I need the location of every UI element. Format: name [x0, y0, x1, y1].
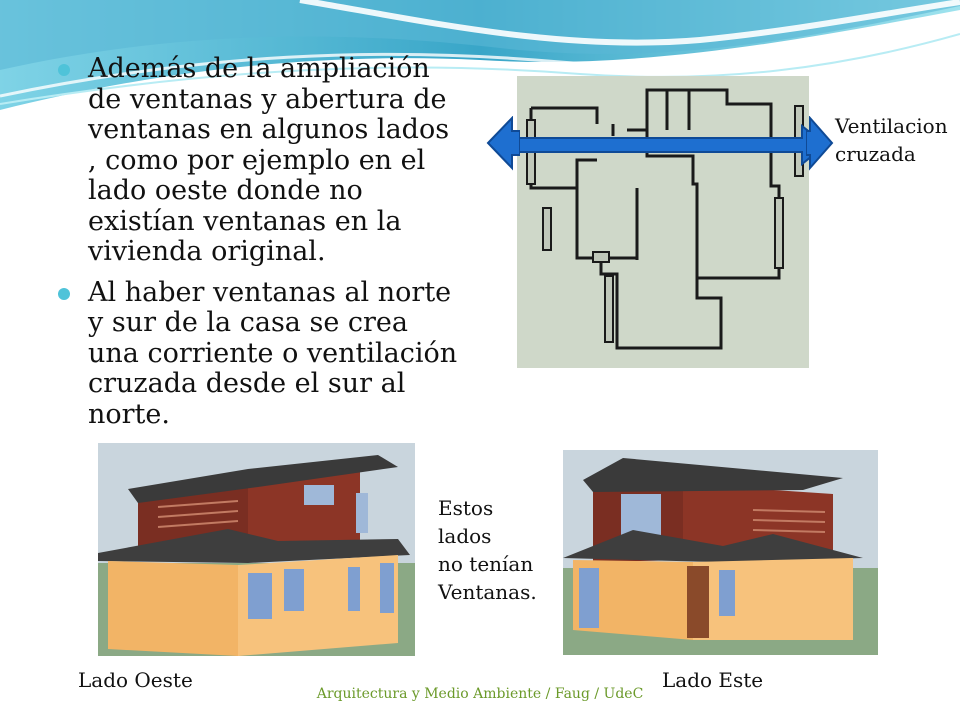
- house-render-west-image: [98, 443, 415, 656]
- bullet-text: Al haber ventanas al norte y sur de la casa se crea una corriente o ventilación cruzada desde el sur al norte.: [88, 276, 458, 430]
- cross-ventilation-label: [835, 112, 948, 168]
- arrow-left-head-icon: [486, 116, 520, 172]
- label-line: Ventilacion: [835, 114, 948, 138]
- caption-east: Lado Este: [662, 668, 764, 692]
- footer-text: Arquitectura y Medio Ambiente / Faug / UdeC: [316, 686, 644, 702]
- note-line: Estos: [438, 496, 494, 520]
- bullet-item: [58, 54, 458, 268]
- bullet-list: [58, 54, 458, 440]
- bullet-text: Además de la ampliación de ventanas y abertura de ventanas en algunos lados , como por ejemplo en el lado oeste donde no existían ventanas en la vivienda original.: [88, 53, 450, 267]
- caption-west: Lado Oeste: [78, 668, 193, 692]
- note-line: Ventanas.: [438, 580, 537, 604]
- house-render-east-image: [563, 450, 878, 655]
- bullet-icon: [58, 288, 70, 300]
- note-line: lados: [438, 524, 492, 548]
- arrow-right-head-icon: [806, 116, 834, 172]
- note-line: no tenían: [438, 552, 534, 576]
- floor-plan-image: [517, 76, 809, 368]
- bullet-item: [58, 278, 458, 431]
- note-no-windows: [438, 494, 537, 606]
- label-line: cruzada: [835, 142, 916, 166]
- bullet-icon: [58, 64, 70, 76]
